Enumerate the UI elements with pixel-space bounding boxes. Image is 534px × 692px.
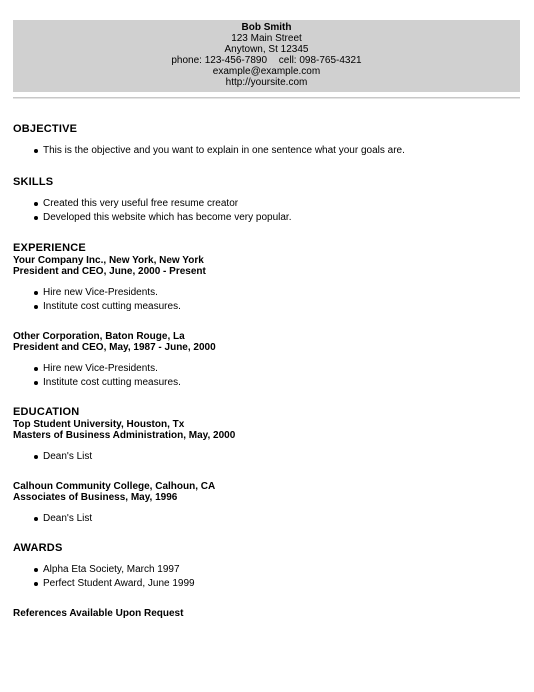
list-item: Alpha Eta Society, March 1997 <box>43 563 520 577</box>
education-heading: EDUCATION <box>13 406 80 418</box>
email-address: example@example.com <box>212 66 321 77</box>
job-duties-list <box>13 286 520 314</box>
person-name: Bob Smith <box>241 22 292 33</box>
references-note: References Available Upon Request <box>13 608 184 619</box>
job-company: Your Company Inc., New York, New York <box>13 255 204 266</box>
job-company: Other Corporation, Baton Rouge, La <box>13 331 185 342</box>
education-entry <box>13 481 520 526</box>
experience-heading: EXPERIENCE <box>13 242 86 254</box>
list-item: Institute cost cutting measures. <box>43 300 520 314</box>
cell-number: cell: 098-765-4321 <box>278 55 362 66</box>
degree-name: Masters of Business Administration, May, 2000 <box>13 430 236 441</box>
awards-heading: AWARDS <box>13 542 63 554</box>
job-role: President and CEO, June, 2000 - Present <box>13 266 206 277</box>
phone-number: phone: 123-456-7890 <box>171 55 267 66</box>
education-honors-list <box>13 450 520 464</box>
phone-line <box>13 55 520 66</box>
objective-heading: OBJECTIVE <box>13 123 78 135</box>
skills-heading: SKILLS <box>13 176 54 188</box>
list-item: Hire new Vice-Presidents. <box>43 362 520 376</box>
awards-list <box>13 563 520 591</box>
list-item: Created this very useful free resume creator <box>43 197 520 211</box>
list-item: Perfect Student Award, June 1999 <box>43 577 520 591</box>
list-item: Hire new Vice-Presidents. <box>43 286 520 300</box>
objective-list <box>13 144 520 158</box>
education-honors-list <box>13 512 520 526</box>
list-item: Dean's List <box>43 512 520 526</box>
degree-name: Associates of Business, May, 1996 <box>13 492 178 503</box>
list-item: Developed this website which has become very popular. <box>43 211 520 225</box>
list-item: Dean's List <box>43 450 520 464</box>
job-entry <box>13 255 520 314</box>
job-role: President and CEO, May, 1987 - June, 2000 <box>13 342 216 353</box>
skills-list <box>13 197 520 225</box>
website-url: http://yoursite.com <box>225 77 308 88</box>
list-item: Institute cost cutting measures. <box>43 376 520 390</box>
job-duties-list <box>13 362 520 390</box>
city-state-zip: Anytown, St 12345 <box>224 44 309 55</box>
contact-header <box>13 20 520 92</box>
header-divider <box>13 97 520 99</box>
job-entry <box>13 331 520 390</box>
list-item: This is the objective and you want to explain in one sentence what your goals are. <box>43 144 520 158</box>
school-name: Top Student University, Houston, Tx <box>13 419 185 430</box>
resume-page <box>13 20 520 619</box>
street-address: 123 Main Street <box>231 33 302 44</box>
school-name: Calhoun Community College, Calhoun, CA <box>13 481 216 492</box>
education-entry <box>13 419 520 464</box>
